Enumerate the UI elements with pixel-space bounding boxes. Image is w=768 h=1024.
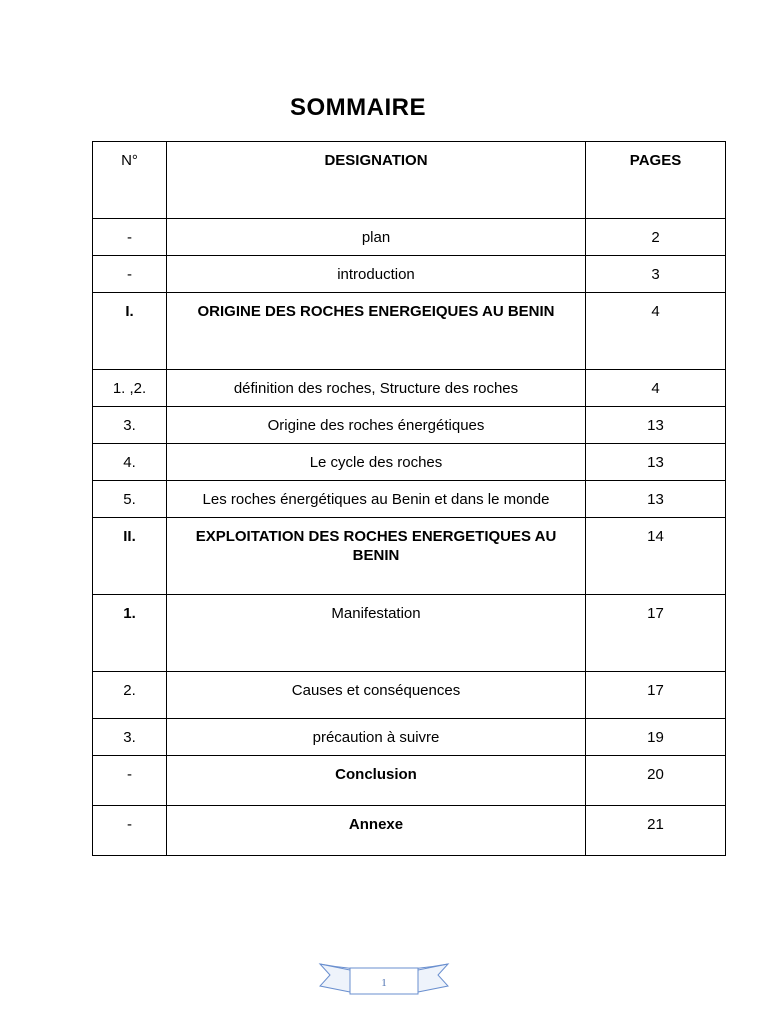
- toc-row-label: définition des roches, Structure des roches: [167, 370, 586, 407]
- toc-row-num: I.: [93, 293, 167, 370]
- toc-row-num: 4.: [93, 444, 167, 481]
- toc-row-page: 13: [586, 444, 726, 481]
- toc-row-label: Manifestation: [167, 595, 586, 672]
- toc-row: [93, 219, 726, 256]
- toc-row: [93, 444, 726, 481]
- header-num: N°: [93, 142, 167, 219]
- toc-row: [93, 595, 726, 672]
- toc-row: [93, 256, 726, 293]
- toc-row-page: 13: [586, 481, 726, 518]
- toc-row: [93, 518, 726, 595]
- toc-row-label: Annexe: [167, 806, 586, 856]
- toc-row-page: 19: [586, 719, 726, 756]
- toc-row-label: plan: [167, 219, 586, 256]
- toc-row-num: -: [93, 219, 167, 256]
- toc-row: [93, 407, 726, 444]
- toc-row-page: 17: [586, 672, 726, 719]
- toc-row-label: Origine des roches énergétiques: [167, 407, 586, 444]
- toc-row: [93, 756, 726, 806]
- toc-row-page: 2: [586, 219, 726, 256]
- toc-row-page: 21: [586, 806, 726, 856]
- toc-row-label: ORIGINE DES ROCHES ENERGEIQUES AU BENIN: [167, 293, 586, 370]
- toc-row-num: 2.: [93, 672, 167, 719]
- toc-row-num: 3.: [93, 719, 167, 756]
- toc-row-num: 1.: [93, 595, 167, 672]
- toc-table: [92, 141, 726, 856]
- toc-row-label: EXPLOITATION DES ROCHES ENERGETIQUES AU BENIN: [167, 518, 586, 595]
- toc-row: [93, 293, 726, 370]
- toc-row-label: précaution à suivre: [167, 719, 586, 756]
- toc-row: [93, 806, 726, 856]
- toc-row: [93, 370, 726, 407]
- toc-row-num: 1. ,2.: [93, 370, 167, 407]
- toc-row-num: 3.: [93, 407, 167, 444]
- toc-row-page: 4: [586, 370, 726, 407]
- toc-row-label: Conclusion: [167, 756, 586, 806]
- page-number-banner: [318, 962, 450, 998]
- toc-row: [93, 672, 726, 719]
- toc-row-num: -: [93, 756, 167, 806]
- toc-row-label: Le cycle des roches: [167, 444, 586, 481]
- toc-row-page: 13: [586, 407, 726, 444]
- toc-row-num: 5.: [93, 481, 167, 518]
- toc-row-page: 4: [586, 293, 726, 370]
- toc-row-label: introduction: [167, 256, 586, 293]
- header-pages: PAGES: [586, 142, 726, 219]
- toc-row-num: -: [93, 256, 167, 293]
- toc-row-page: 14: [586, 518, 726, 595]
- toc-row-page: 3: [586, 256, 726, 293]
- toc-row-page: 17: [586, 595, 726, 672]
- toc-row-label: Les roches énergétiques au Benin et dans le monde: [167, 481, 586, 518]
- header-designation: DESIGNATION: [167, 142, 586, 219]
- toc-row-num: -: [93, 806, 167, 856]
- toc-row: [93, 481, 726, 518]
- toc-row: [93, 719, 726, 756]
- toc-row-num: II.: [93, 518, 167, 595]
- toc-row-page: 20: [586, 756, 726, 806]
- page-title: SOMMAIRE: [290, 94, 426, 121]
- page-number: 1: [381, 977, 387, 989]
- toc-row-label: Causes et conséquences: [167, 672, 586, 719]
